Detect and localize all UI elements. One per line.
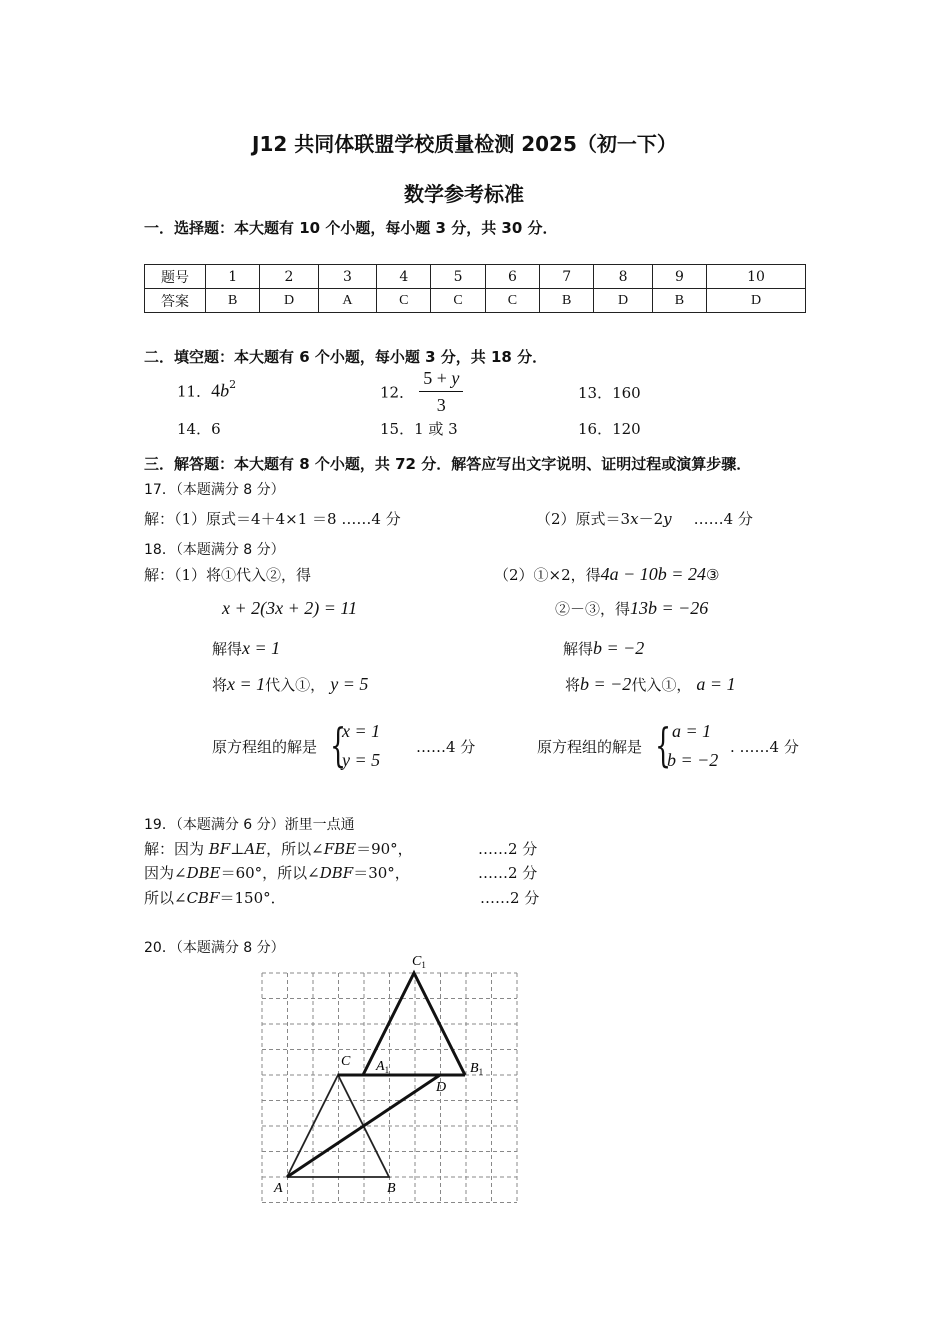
question-number-cell: 10 <box>707 265 806 289</box>
q19-line2 <box>144 862 410 883</box>
q18-p2-solution-bottom: b = −2 <box>667 750 719 770</box>
q18-p1-solve-label: 解得 <box>212 640 243 658</box>
q19-line3-b: CBF <box>186 889 220 907</box>
q18-p2-solve-label: 解得 <box>563 640 594 658</box>
q18-p2-score: . ……4 分 <box>730 738 799 756</box>
answer-11-exp: 2 <box>229 378 237 391</box>
answer-table <box>144 264 806 313</box>
answer-14: 14．6 <box>177 420 221 438</box>
answer-11-number: 11． <box>177 382 212 401</box>
q19-line1-c: ⊥ <box>230 840 245 858</box>
q18-p2-sub-text2: 代入①， <box>631 676 692 694</box>
answer-12-denominator: 3 <box>436 395 446 415</box>
section1-heading: 一．选择题：本大题有 10 个小题，每小题 3 分，共 30 分． <box>144 219 558 237</box>
q18-p1-brace: { <box>330 718 347 772</box>
answer-16: 16．120 <box>578 420 641 438</box>
q18-p2-substitute <box>565 674 736 695</box>
q18-p2-intro-text: （2）①×2，得 <box>494 566 601 584</box>
q18-p2-step <box>555 598 708 619</box>
question-number-cell: 3 <box>318 265 376 289</box>
label-d: D <box>436 1080 447 1095</box>
answer-12-number: 12． <box>380 383 415 402</box>
q17-part2-minus: －2 <box>638 510 664 528</box>
answer-13: 13．160 <box>578 384 641 402</box>
q18-p2-solution-label: 原方程组的解是 <box>537 738 643 756</box>
q18-p2-sub-b: b = −2 <box>580 674 632 694</box>
q19-line1-g: ＝90°， <box>356 840 413 858</box>
row-label-answer: 答案 <box>145 289 206 313</box>
q18-p2-solve <box>563 638 644 659</box>
q18-title: 18．（本题满分 8 分） <box>144 542 285 558</box>
q18-p1-sub-text: 将 <box>212 676 228 694</box>
q19-line1-a: 解：因为 <box>144 840 209 858</box>
q17-part2-var-x: x <box>630 510 639 528</box>
label-a1: $A_1$ <box>376 1059 390 1075</box>
q18-p2-intro <box>494 564 719 585</box>
q18-p1-solution-bottom: y = 5 <box>342 750 381 770</box>
q18-p2-sub-text: 将 <box>565 676 581 694</box>
question-number-cell: 6 <box>485 265 539 289</box>
q18-p2-intro-mark: ③ <box>705 566 720 584</box>
answer-cell: B <box>540 289 594 313</box>
page-subtitle: 数学参考标准 <box>404 182 524 206</box>
answer-11-var: b <box>220 380 230 401</box>
answer-11-coef: 4 <box>211 380 221 401</box>
answer-12-numerator: 5 + <box>423 368 452 388</box>
question-number-cell: 5 <box>431 265 485 289</box>
q18-p1-sub-x: x = 1 <box>227 674 266 694</box>
label-c1: $C_1$ <box>412 954 426 970</box>
q18-p2-step-equation: 13b = −26 <box>630 598 709 618</box>
answer-11 <box>177 380 236 401</box>
q18-p1-solution-label: 原方程组的解是 <box>212 738 318 756</box>
answer-cell: D <box>594 289 652 313</box>
q18-p2-solve-value: b = −2 <box>593 638 645 658</box>
q18-p1-sub-y: y = 5 <box>330 674 369 694</box>
question-number-cell: 2 <box>260 265 318 289</box>
page-title: J12 共同体联盟学校质量检测 2025（初一下） <box>252 132 677 156</box>
q18-p2-brace: { <box>655 718 672 772</box>
question-number-cell: 9 <box>652 265 706 289</box>
label-b1: $B_1$ <box>470 1061 484 1077</box>
q18-p1-intro: 解：（1）将①代入②，得 <box>144 566 312 584</box>
q17-title: 17．（本题满分 8 分） <box>144 482 285 498</box>
question-number-cell: 7 <box>540 265 594 289</box>
q18-p1-sub-text2: 代入①， <box>265 676 326 694</box>
table-row <box>145 265 806 289</box>
q17-part2 <box>536 508 753 529</box>
q19-line2-score: ……2 分 <box>478 864 538 882</box>
q17-part2-text: （2）原式＝3 <box>536 510 631 528</box>
label-b: B <box>387 1181 396 1196</box>
answer-cell: C <box>431 289 485 313</box>
answer-12 <box>380 368 463 416</box>
q19-line2-d: DBF <box>319 864 354 882</box>
q18-p1-solve-value: x = 1 <box>242 638 281 658</box>
question-number-cell: 4 <box>377 265 431 289</box>
answer-12-numerator-var: y <box>451 368 460 388</box>
q20-grid-figure <box>250 945 530 1210</box>
label-a: A <box>274 1181 283 1196</box>
question-number-cell: 1 <box>206 265 260 289</box>
q18-p1-equation: x + 2(3x + 2) = 11 <box>222 598 358 618</box>
q17-part1: 解：（1）原式＝4＋4×1 ＝8 ……4 分 <box>144 510 401 528</box>
q18-p1-solve <box>212 638 280 659</box>
q19-title: 19．（本题满分 6 分）浙里一点通 <box>144 817 355 833</box>
q20-title: 20．（本题满分 8 分） <box>144 940 285 956</box>
q19-line1-score: ……2 分 <box>478 840 538 858</box>
q19-line2-c: ＝60°，所以∠ <box>220 864 320 882</box>
q19-line1-b: BF <box>208 840 231 858</box>
answer-cell: B <box>206 289 260 313</box>
answer-cell: D <box>707 289 806 313</box>
section2-heading: 二．填空题：本大题有 6 个小题，每小题 3 分，共 18 分． <box>144 348 548 366</box>
answer-cell: D <box>260 289 318 313</box>
q19-line3-score: ……2 分 <box>480 889 540 907</box>
answer-12-fraction <box>419 368 463 416</box>
q18-p2-step-text: ②－③，得 <box>555 600 631 618</box>
answer-cell: B <box>652 289 706 313</box>
label-c: C <box>341 1054 351 1069</box>
q18-p2-solution-top: a = 1 <box>672 721 712 741</box>
answer-cell: A <box>318 289 376 313</box>
q19-line1-f: FBE <box>323 840 357 858</box>
triangle-abc <box>287 1075 389 1177</box>
answer-15: 15．1 或 3 <box>380 420 458 438</box>
q17-part2-score: ……4 分 <box>693 510 753 528</box>
q17-part2-var-y: y <box>663 510 672 528</box>
question-number-cell: 8 <box>594 265 652 289</box>
q18-p1-solution-top: x = 1 <box>342 721 381 741</box>
q19-line2-b: DBE <box>186 864 221 882</box>
q19-line1 <box>144 838 413 859</box>
answer-cell: C <box>377 289 431 313</box>
q19-line2-a: 因为∠ <box>144 864 187 882</box>
table-row <box>145 289 806 313</box>
q19-line3-c: ＝150°． <box>219 889 286 907</box>
q19-line3-a: 所以∠ <box>144 889 187 907</box>
q18-p1-score: ……4 分 <box>416 738 476 756</box>
q19-line1-e: ，所以∠ <box>266 840 324 858</box>
row-label-number: 题号 <box>145 265 206 289</box>
answer-cell: C <box>485 289 539 313</box>
q19-line1-d: AE <box>244 840 267 858</box>
q18-p2-intro-equation: 4a − 10b = 24 <box>600 564 706 584</box>
q19-line3 <box>144 887 286 908</box>
q18-p2-sub-a: a = 1 <box>696 674 736 694</box>
section3-heading: 三．解答题：本大题有 8 个小题，共 72 分．解答应写出文字说明、证明过程或演算步骤． <box>144 455 752 473</box>
q19-line2-e: ＝30°， <box>353 864 410 882</box>
q18-p1-substitute <box>212 674 368 695</box>
